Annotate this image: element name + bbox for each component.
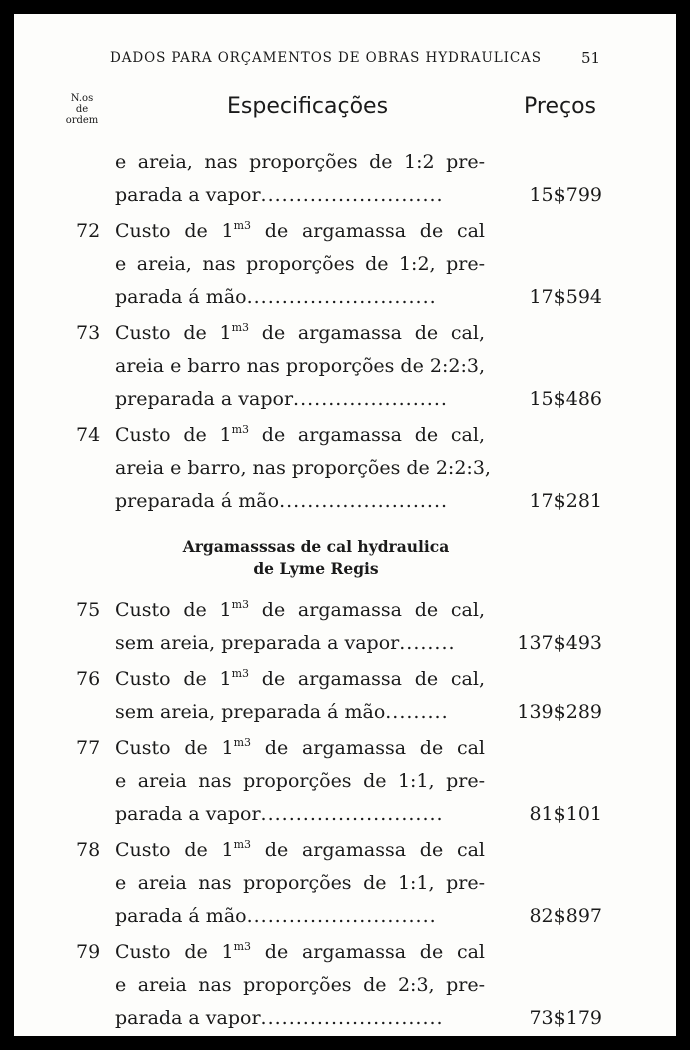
entry-text [115,281,485,314]
entry-text-prefix: Custo de 1 [115,220,234,242]
entry-line [14,350,676,383]
entry-text [115,627,485,660]
entry-line [14,900,676,933]
entry-line [14,248,676,281]
entry-line [14,485,676,518]
entry-line [14,281,676,314]
dot-leader: .......................... [260,184,444,206]
entry-text: e areia nas proporções de 1:1, pre- [115,770,485,792]
entry-text [115,834,485,867]
entry-text: areia e barro, nas proporções de 2:2:3, [115,457,491,479]
entry-text-suffix: de argamassa de cal [251,737,485,759]
book-page [14,14,676,1036]
unit-superscript: m3 [233,940,252,953]
entry-line [14,834,676,867]
section-heading-line1: Argamasssas de cal hydraulica [182,537,450,556]
entry-text [115,485,485,518]
entry-text-suffix: de argamassa de cal, [249,322,485,344]
entry-text-final: parada á mão [115,286,247,308]
entry-text [115,732,485,765]
entry-text-prefix: Custo de 1 [115,941,234,963]
order-number-header-line3: ordem [65,115,99,126]
entry-price: 17$594 [529,286,602,308]
unit-superscript: m3 [233,736,252,749]
entry-line [14,798,676,831]
entry-price: 137$493 [517,632,602,654]
entry-text [115,900,485,933]
entry-text-final: parada a vapor [115,184,261,206]
dot-leader: ........................... [246,286,437,308]
specifications-header: Especificações [227,94,389,119]
entry-line [14,419,676,452]
dot-leader: .......................... [260,803,444,825]
entry-line [14,317,676,350]
entries-group-before [14,146,676,518]
entry-text [115,594,485,627]
entry-text-prefix: Custo de 1 [115,839,234,861]
entry-text [115,936,485,969]
price-entry [14,834,676,933]
entry-text-final: sem areia, preparada a vapor [115,632,400,654]
entry-line [14,663,676,696]
running-head-title: DADOS PARA ORÇAMENTOS DE OBRAS HYDRAULICAS [110,50,542,66]
unit-superscript: m3 [233,219,252,232]
entry-price: 82$897 [529,905,602,927]
entry-price: 139$289 [517,701,602,723]
entry-text-suffix: de argamassa de cal [251,941,485,963]
entry-price: 73$179 [529,1007,602,1029]
entry-text: areia e barro nas proporções de 2:2:3, [115,355,485,377]
price-entry [14,936,676,1035]
entry-number: 77 [76,737,101,759]
entry-text-suffix: de argamassa de cal, [249,668,485,690]
entry-text-prefix: Custo de 1 [115,737,234,759]
unit-superscript: m3 [231,667,250,680]
entry-text [115,1002,485,1035]
entry-line [14,215,676,248]
entry-text [115,383,485,416]
unit-superscript: m3 [233,838,252,851]
unit-superscript: m3 [231,423,250,436]
entry-text: e areia nas proporções de 2:3, pre- [115,974,485,996]
order-number-header-line2: de [75,104,89,115]
dot-leader: ...................... [293,388,448,410]
entry-number: 75 [76,599,101,621]
entry-text-final: parada á mão [115,905,247,927]
entry-number: 78 [76,839,101,861]
entry-text: e areia, nas proporções de 1:2 pre- [115,151,485,173]
entry-line [14,146,676,179]
entry-text [115,798,485,831]
unit-superscript: m3 [231,321,250,334]
entry-text-final: preparada á mão [115,490,280,512]
entry-line [14,179,676,212]
entry-text-final: sem areia, preparada á mão [115,701,386,723]
entry-text [115,215,485,248]
order-number-header [62,93,102,126]
entry-text-suffix: de argamassa de cal, [249,599,485,621]
order-number-header-line1: N.os [70,93,94,104]
entry-line [14,765,676,798]
unit-superscript: m3 [231,598,250,611]
price-entry [14,594,676,660]
price-entry [14,317,676,416]
column-headers [14,90,676,140]
price-entry [14,215,676,314]
entry-line [14,867,676,900]
entry-line [14,732,676,765]
dot-leader: .......................... [260,1007,444,1029]
entry-number: 72 [76,220,101,242]
entry-number: 79 [76,941,101,963]
entry-price: 81$101 [529,803,602,825]
section-heading [14,536,676,580]
running-head [14,50,676,74]
price-entry [14,732,676,831]
entry-text [115,663,485,696]
entry-line [14,383,676,416]
price-entry [14,419,676,518]
entry-line [14,452,676,485]
entry-number: 74 [76,424,101,446]
prices-header: Preços [524,94,596,119]
entries-list [14,146,676,1035]
price-entry [14,146,676,212]
entry-text: e areia nas proporções de 1:1, pre- [115,872,485,894]
entry-line [14,594,676,627]
entry-text-suffix: de argamassa de cal, [249,424,485,446]
entry-text [115,317,485,350]
entry-text: e areia, nas proporções de 1:2, pre- [115,253,485,275]
entry-number: 73 [76,322,101,344]
entry-price: 15$486 [529,388,602,410]
entry-price: 15$799 [529,184,602,206]
entry-text [115,179,485,212]
entry-text-final: parada a vapor [115,1007,261,1029]
entry-text-prefix: Custo de 1 [115,668,232,690]
dot-leader: ........................... [246,905,437,927]
entry-text-final: preparada a vapor [115,388,294,410]
dot-leader: ......... [385,701,449,723]
dot-leader: ........................ [279,490,449,512]
entry-line [14,1002,676,1035]
section-heading-line2: de Lyme Regis [253,559,379,578]
entry-text-suffix: de argamassa de cal [251,839,485,861]
page-number: 51 [581,49,601,67]
entry-line [14,627,676,660]
price-entry [14,663,676,729]
entry-text [115,419,485,452]
entry-text-prefix: Custo de 1 [115,424,232,446]
entry-number: 76 [76,668,101,690]
entries-group-after [14,594,676,1035]
entry-line [14,969,676,1002]
dot-leader: ........ [399,632,456,654]
entry-line [14,696,676,729]
entry-text-suffix: de argamassa de cal [251,220,485,242]
entry-price: 17$281 [529,490,602,512]
entry-text-prefix: Custo de 1 [115,599,232,621]
entry-text-final: parada a vapor [115,803,261,825]
entry-line [14,936,676,969]
entry-text [115,696,485,729]
entry-text-prefix: Custo de 1 [115,322,232,344]
